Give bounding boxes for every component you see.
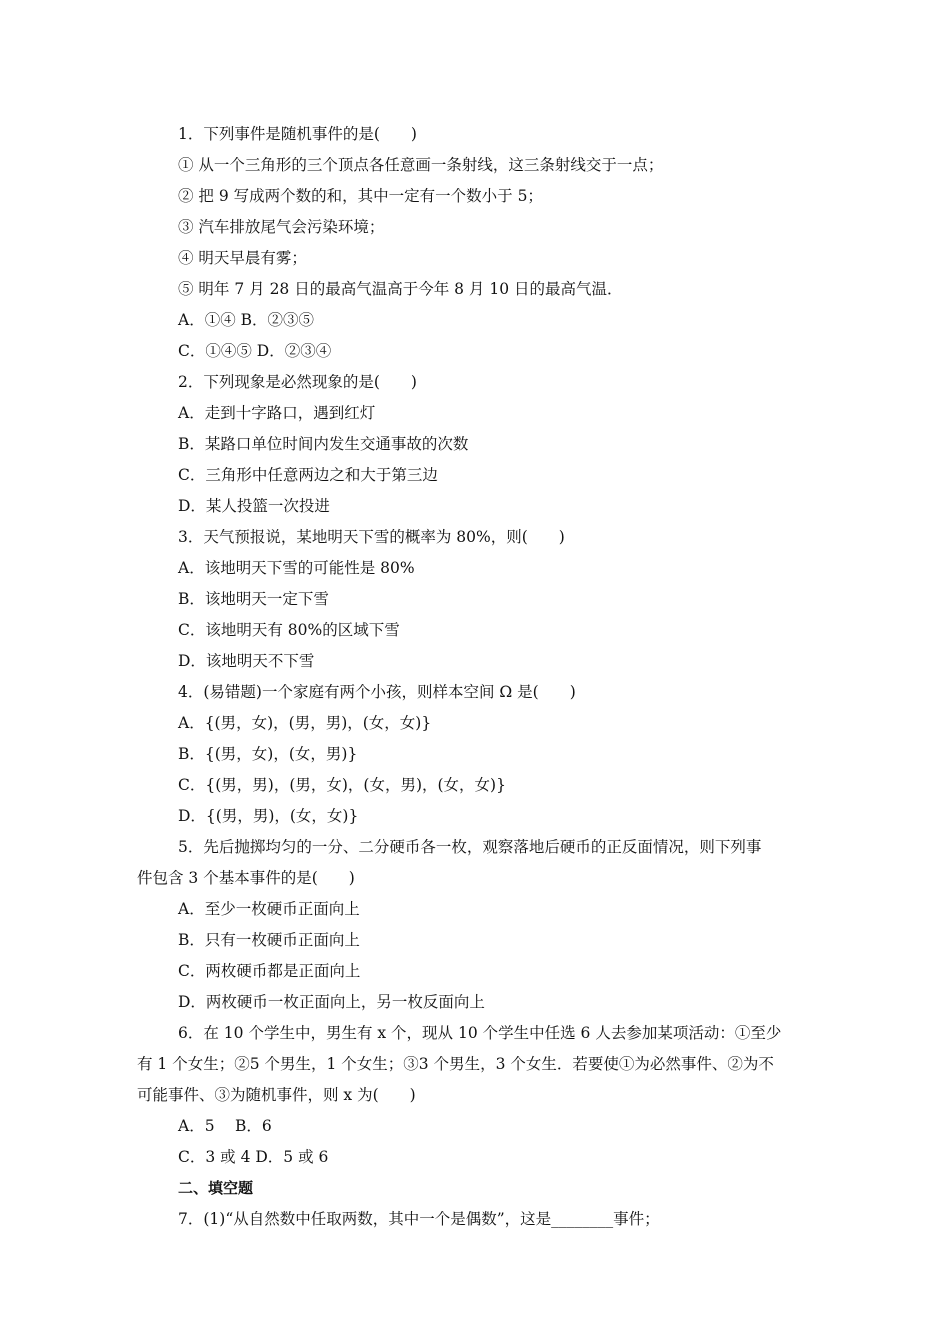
q1-statement-5: ⑤ 明年 7 月 28 日的最高气温高于今年 8 月 10 日的最高气温． [178,280,623,298]
q5-option-b: B．只有一枚硬币正面向上 [178,931,360,949]
q4-option-d: D．{(男，男)，(女，女)} [178,807,359,825]
q1-statement-4: ④ 明天早晨有雾； [178,249,307,267]
question-6-stem-cont-1: 有 1 个女生；②5 个男生，1 个女生；③3 个男生，3 个女生．若要使①为必然事件、②为不 [137,1055,774,1073]
question-5-stem-cont: 件包含 3 个基本事件的是( ) [137,869,355,887]
q3-option-d: D．该地明天不下雪 [178,652,315,670]
q3-option-b: B．该地明天一定下雪 [178,590,329,608]
q1-statement-3: ③ 汽车排放尾气会污染环境； [178,218,385,236]
q2-option-a: A．走到十字路口，遇到红灯 [178,404,376,422]
q2-option-c: C．三角形中任意两边之和大于第三边 [178,466,438,484]
q4-option-a: A．{(男，女)，(男，男)，(女，女)} [178,714,432,732]
q3-option-c: C．该地明天有 80%的区域下雪 [178,621,400,639]
question-2-stem: 2．下列现象是必然现象的是( ) [178,373,417,391]
q6-options-ab: A．5 B．6 [178,1117,272,1135]
question-1-stem: 1．下列事件是随机事件的是( ) [178,125,417,143]
q4-option-b: B．{(男，女)，(女，男)} [178,745,358,763]
q1-options-ab: A．①④ B．②③⑤ [178,311,315,329]
exercise-content [137,119,817,1235]
q4-option-c: C．{(男，男)，(男，女)，(女，男)，(女，女)} [178,776,506,794]
q5-option-a: A．至少一枚硬币正面向上 [178,900,360,918]
question-4-stem: 4．(易错题)一个家庭有两个小孩，则样本空间 Ω 是( ) [178,683,576,701]
question-3-stem: 3．天气预报说，某地明天下雪的概率为 80%，则( ) [178,528,565,546]
q6-options-cd: C．3 或 4 D．5 或 6 [178,1148,329,1166]
q3-option-a: A．该地明天下雪的可能性是 80% [178,559,415,577]
question-5-stem: 5．先后抛掷均匀的一分、二分硬币各一枚，观察落地后硬币的正反面情况，则下列事 [178,838,762,856]
question-7-stem: 7．(1)“从自然数中任取两数，其中一个是偶数”，这是________事件； [178,1210,660,1228]
q1-options-cd: C．①④⑤ D．②③④ [178,342,332,360]
q5-option-d: D．两枚硬币一枚正面向上，另一枚反面向上 [178,993,485,1011]
question-6-stem: 6．在 10 个学生中，男生有 x 个，现从 10 个学生中任选 6 人去参加某项活动：①至少 [178,1024,782,1042]
section-heading-fill-in: 二、填空题 [178,1179,254,1197]
q2-option-b: B．某路口单位时间内发生交通事故的次数 [178,435,469,453]
question-6-stem-cont-2: 可能事件、③为随机事件，则 x 为( ) [137,1086,416,1104]
q2-option-d: D．某人投篮一次投进 [178,497,330,515]
q1-statement-1: ① 从一个三角形的三个顶点各任意画一条射线，这三条射线交于一点； [178,156,664,174]
q1-statement-2: ② 把 9 写成两个数的和，其中一定有一个数小于 5； [178,187,543,205]
q5-option-c: C．两枚硬币都是正面向上 [178,962,361,980]
